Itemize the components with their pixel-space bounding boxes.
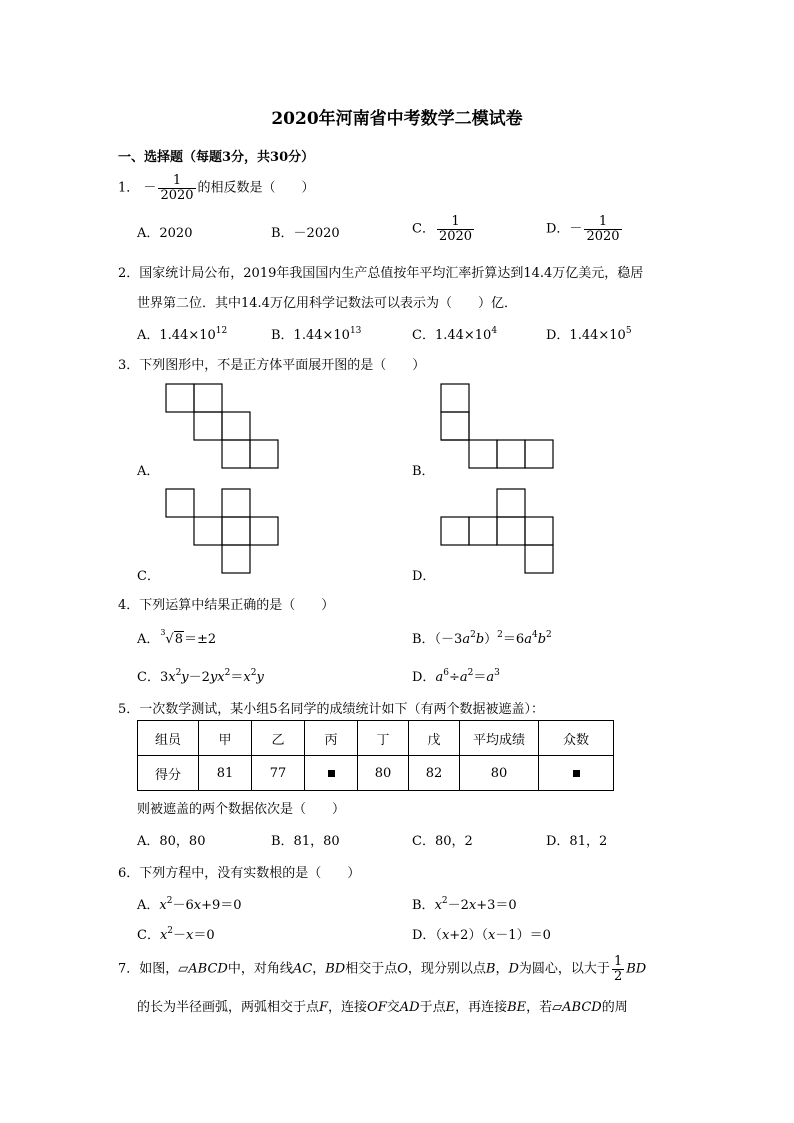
exponent: 3 [494,668,500,678]
cube-root: 3 √8 [160,628,183,647]
option-label: C． [137,928,160,943]
q5-option-b: B．81，80 [271,834,340,849]
variable: x [159,928,168,943]
option-text: －2 [188,670,210,685]
table-cell: 81 [199,756,252,791]
variable: x [468,898,477,913]
option-text: D．1.44×10 [546,328,626,343]
option-label: C． [412,221,435,237]
variable: a [459,670,468,685]
variable: x [434,898,442,913]
text: ，若▱ [526,1000,563,1015]
option-text: ） [484,632,498,647]
option-text: +3＝0 [476,898,517,913]
q1-option-a: A．2020 [137,226,193,241]
exponent: 2 [470,630,476,640]
variable: ABCD [188,961,228,977]
option-label: D．（ [412,928,442,943]
table-cell: 77 [252,756,305,791]
question-7-line-1 [118,955,646,983]
option-label: A． [137,898,160,913]
table-cell: 82 [409,756,460,791]
exponent: 2 [224,668,231,678]
exponent: 4 [531,630,538,640]
fraction-denominator: 2 [613,968,623,984]
option-text: －2 [447,898,469,913]
variable: ABCD [562,1000,602,1015]
exponent: 2 [166,896,173,906]
q3-option-a: A． [137,464,160,479]
option-text: ＝6 [502,632,525,647]
variable: y [181,670,189,685]
section-heading: 一、选择题（每题3分，共30分） [118,150,315,165]
cube-net-a [166,384,278,468]
question-1-text: 的相反数是（ ） [197,180,315,196]
option-label: D． [412,670,436,685]
variable: x [193,898,202,913]
variable: x [487,928,496,943]
fraction-numerator: 1 [437,215,474,230]
question-7-line-2 [137,996,628,1015]
table-header-row [138,721,614,756]
question-1-number: 1． [118,180,140,196]
text: ， [495,961,509,977]
variable: a [486,670,495,685]
option-label: D．－ [546,221,583,237]
fraction-denominator: 2020 [160,187,194,203]
fraction-numerator: 1 [584,215,621,230]
exponent: 2 [167,926,174,936]
option-text: +2）（ [449,928,488,943]
variable: F [319,1000,329,1015]
question-5-text: 5．一次数学测试，某小组5名同学的成绩统计如下（有两个数据被遮盖）： [118,702,545,717]
q4-option-c [137,666,264,685]
q4-option-d [412,666,500,685]
table-header-cell: 平均成绩 [460,721,539,756]
exponent: 2 [250,668,257,678]
q6-option-d [412,924,551,943]
q1-option-b: B．－2020 [271,226,340,241]
text: 于点 [419,1000,446,1015]
exponent: 2 [467,668,474,678]
operator: ÷ [448,670,460,685]
exponent: 13 [349,326,362,336]
variable: E [445,1000,456,1015]
variable: a [524,632,532,647]
root-index: 3 [160,628,166,637]
table-row-label: 得分 [138,756,199,791]
q5-option-c: C．80，2 [412,834,473,849]
table-header-cell: 众数 [539,721,614,756]
text: 相交于点 [345,961,398,977]
text: ，现分别以点 [407,961,486,977]
question-4-text: 4．下列运算中结果正确的是（ ） [118,598,335,613]
variable: b [475,632,485,647]
q5-option-a: A．80，80 [137,834,206,849]
q3-option-c: C． [137,569,160,584]
option-text: －1）＝0 [495,928,551,943]
exponent: 12 [215,326,228,336]
table-header-cell: 戊 [409,721,460,756]
score-table [137,720,614,791]
text: 为圆心，以大于 [518,961,610,977]
table-cell-covered [539,756,614,791]
variable: x [159,898,167,913]
fraction-denominator: 2020 [438,228,473,244]
exponent: 2 [441,896,448,906]
text: ，连接 [328,1000,368,1015]
question-2-line-2: 世界第二位．其中14.4万亿用科学记数法可以表示为（ ）亿． [137,296,517,311]
q6-option-c [137,924,215,943]
option-text: B．（－3 [412,632,463,647]
variable: B [485,961,496,977]
table-cell: 80 [358,756,409,791]
cube-net-c [166,489,278,573]
variable: OF [367,1000,387,1015]
exponent: 4 [491,326,498,336]
fraction-denominator: 2020 [586,228,620,244]
question-2-line-1: 2．国家统计局公布，2019年我国国内生产总值按年平均汇率折算达到14.4万亿美元，稳居 [118,266,644,281]
radicand: 8 [174,632,183,647]
table-cell: 80 [460,756,539,791]
variable: O [397,961,408,977]
text: ，再连接 [455,1000,508,1015]
fraction-numerator: 1 [158,174,195,189]
cube-net-d [441,489,553,573]
question-5-follow: 则被遮盖的两个数据依次是（ ） [137,802,346,817]
option-text: A．1.44×10 [137,328,216,343]
option-text: －6 [172,898,194,913]
table-cell-covered [305,756,358,791]
page-title: 2020年河南省中考数学二模试卷 [271,109,523,129]
question-6-text: 6．下列方程中，没有实数根的是（ ） [118,866,361,881]
q3-option-d: D． [412,569,436,584]
variable: a [435,670,444,685]
text: 交 [386,1000,400,1015]
option-label: A． [137,632,160,647]
variable: a [462,632,471,647]
table-row [138,756,614,791]
variable: BD [325,961,346,977]
option-text: ＝ [230,670,244,685]
variable: x [168,670,176,685]
q5-option-d: D．81，2 [546,834,608,849]
option-text: C．1.44×10 [412,328,492,343]
exponent: 2 [497,630,503,640]
exponent: 5 [625,326,632,336]
variable: x [186,928,194,943]
option-text: B．1.44×10 [271,328,350,343]
q4-option-b [412,628,552,647]
option-text: +9＝0 [201,898,242,913]
variable: AD [399,1000,420,1015]
question-3-text: 3．下列图形中，不是正方体平面展开图的是（ ） [118,358,426,373]
exponent: 6 [443,668,449,678]
covered-square-icon [573,770,580,777]
cube-net-b [441,384,553,468]
text: 7．如图，▱ [118,961,189,977]
q6-option-a [137,894,242,913]
option-text: C．3 [137,670,169,685]
fraction [612,955,624,983]
variable: BD [626,961,647,977]
exponent: 2 [546,630,552,640]
exponent: 2 [175,668,182,678]
option-label: B． [412,898,435,913]
option-text: － [173,928,187,943]
table-header-cell: 组员 [138,721,199,756]
option-text: ＝0 [193,928,215,943]
q4-option-a [137,628,216,647]
variable: AC [292,961,313,977]
q6-option-b [412,894,517,913]
fraction-numerator: 1 [613,954,623,969]
table-header-cell: 甲 [199,721,252,756]
variable: D [508,961,519,977]
variable: x [441,928,450,943]
question-1-neg: － [143,180,157,196]
table-header-cell: 乙 [252,721,305,756]
variable: BE [507,1000,527,1015]
text: 中，对角线 [227,961,293,977]
covered-square-icon [328,770,335,777]
text: ， [312,961,326,977]
operator: ＝ [473,670,487,685]
table-header-cell: 丙 [305,721,358,756]
text: 的周 [601,1000,628,1015]
variable: x [243,670,251,685]
text: 的长为半径画弧，两弧相交于点 [137,1000,320,1015]
option-text: ＝±2 [183,632,217,647]
q3-option-b: B． [412,464,435,479]
variable: yx [209,670,225,685]
table-header-cell: 丁 [358,721,409,756]
variable: b [537,632,547,647]
variable: y [256,670,264,685]
